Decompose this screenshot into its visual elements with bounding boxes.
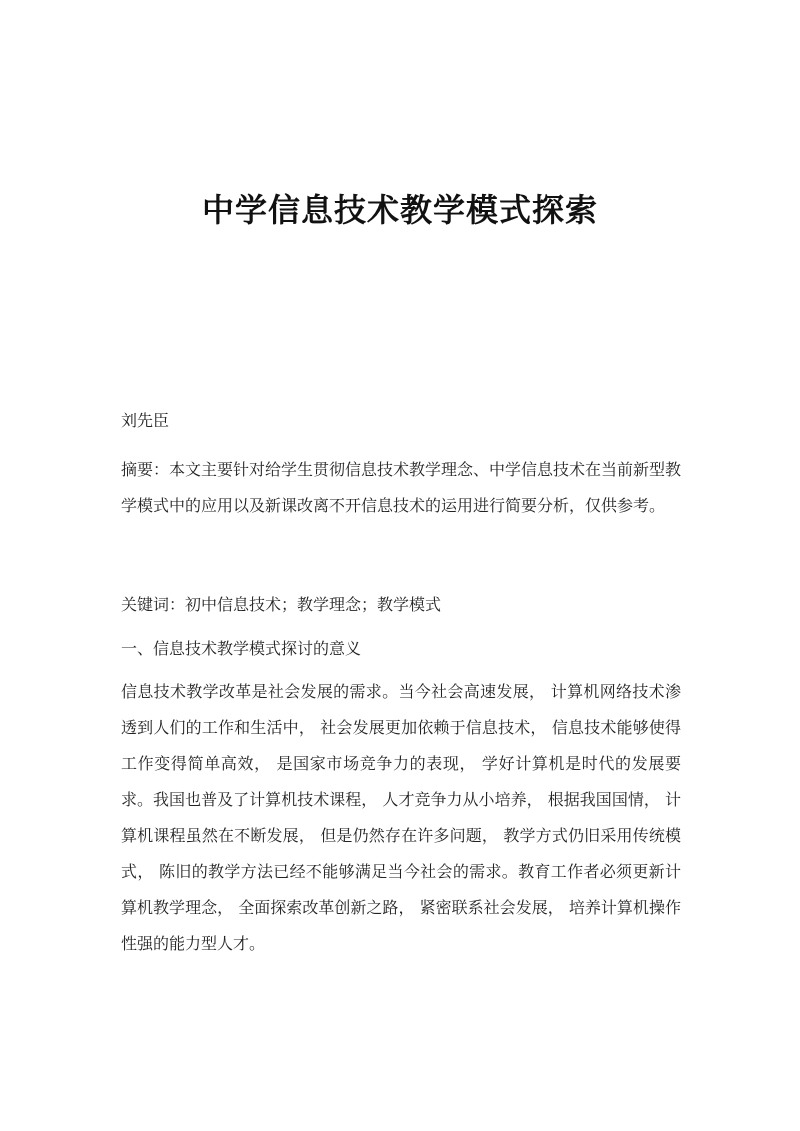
abstract-paragraph: 摘要：本文主要针对给学生贯彻信息技术教学理念、中学信息技术在当前新型教学模式中的应用以及新课改离不开信息技术的运用进行简要分析，仅供参考。: [121, 460, 682, 515]
author-name: 刘先臣: [121, 411, 170, 430]
document-title: 中学信息技术教学模式探索: [201, 191, 598, 229]
body-paragraph: 信息技术教学改革是社会发展的需求。当今社会高速发展， 计算机网络技术渗透到人们的工作和生活中， 社会发展更加依赖于信息技术， 信息技术能够使得工作变得简单高效， 是国家市场竞争力的表现， 学好计算机是时代的发展要求。我国也普及了计算机技术课程， 人才竞争力从小培养， 根据我国国情， 计算机课程虽然在不断发展， 但是仍然存在许多问题， 教学方式仍旧采用传统模式， 陈旧的教学方法已经不能够满足当今社会的需求。教育工作者必须更新计算机教学理念， 全面探索改革创新之路， 紧密联系社会发展， 培养计算机操作性强的能力型人才。: [121, 682, 681, 953]
section-heading: 一、信息技术教学模式探讨的意义: [121, 639, 362, 658]
keywords-line: 关键词：初中信息技术；教学理念；教学模式: [121, 595, 442, 614]
